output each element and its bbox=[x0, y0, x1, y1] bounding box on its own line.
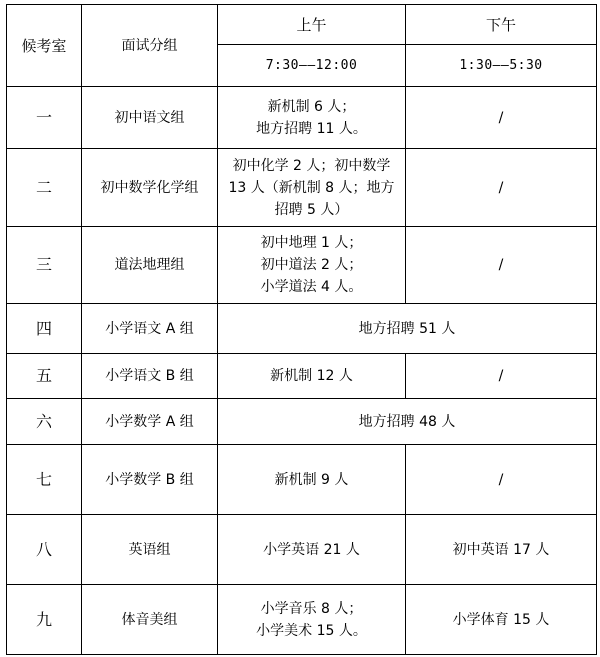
full-day-cell: 地方招聘 48 人 bbox=[218, 399, 597, 445]
am-line: 小学道法 4 人。 bbox=[260, 279, 363, 295]
pm-cell: / bbox=[406, 87, 597, 149]
am-cell bbox=[218, 149, 406, 227]
am-line: 初中化学 2 人；初中数学 bbox=[232, 157, 391, 174]
group-cell: 小学语文 B 组 bbox=[82, 354, 218, 399]
room-cell: 三 bbox=[7, 227, 82, 304]
pm-cell: / bbox=[406, 227, 597, 304]
am-line: 新机制 6 人； bbox=[267, 98, 356, 115]
am-cell bbox=[218, 585, 406, 655]
pm-cell: 初中英语 17 人 bbox=[406, 515, 597, 585]
pm-cell: 小学体育 15 人 bbox=[406, 585, 597, 655]
pm-cell: / bbox=[406, 149, 597, 227]
am-line: 地方招聘 11 人。 bbox=[256, 120, 367, 137]
header-row bbox=[7, 5, 597, 45]
header-room: 候考室 bbox=[7, 5, 82, 87]
pm-cell: / bbox=[406, 445, 597, 515]
group-cell: 小学数学 B 组 bbox=[82, 445, 218, 515]
room-cell: 七 bbox=[7, 445, 82, 515]
room-cell: 六 bbox=[7, 399, 82, 445]
table-row bbox=[7, 304, 597, 354]
group-cell: 初中数学化学组 bbox=[82, 149, 218, 227]
table-row bbox=[7, 354, 597, 399]
am-line: 初中道法 2 人； bbox=[260, 257, 363, 273]
group-cell: 英语组 bbox=[82, 515, 218, 585]
group-cell: 道法地理组 bbox=[82, 227, 218, 304]
group-cell: 小学数学 A 组 bbox=[82, 399, 218, 445]
am-time: 7:30——12:00 bbox=[218, 45, 406, 87]
table-row bbox=[7, 399, 597, 445]
am-cell: 新机制 12 人 bbox=[218, 354, 406, 399]
group-cell: 体音美组 bbox=[82, 585, 218, 655]
header-am: 上午 bbox=[218, 5, 406, 45]
schedule-table bbox=[6, 4, 597, 655]
room-cell: 四 bbox=[7, 304, 82, 354]
table-row bbox=[7, 227, 597, 304]
group-cell: 小学语文 A 组 bbox=[82, 304, 218, 354]
group-cell: 初中语文组 bbox=[82, 87, 218, 149]
header-pm: 下午 bbox=[406, 5, 597, 45]
pm-time: 1:30——5:30 bbox=[406, 45, 597, 87]
am-line: 小学美术 15 人。 bbox=[256, 622, 367, 639]
room-cell: 二 bbox=[7, 149, 82, 227]
am-cell bbox=[218, 227, 406, 304]
am-line: 13 人（新机制 8 人；地方 bbox=[228, 179, 395, 196]
room-cell: 九 bbox=[7, 585, 82, 655]
full-day-cell: 地方招聘 51 人 bbox=[218, 304, 597, 354]
table-row bbox=[7, 87, 597, 149]
am-line: 招聘 5 人） bbox=[274, 201, 349, 218]
table-row bbox=[7, 515, 597, 585]
table-row bbox=[7, 445, 597, 515]
pm-cell: / bbox=[406, 354, 597, 399]
am-cell bbox=[218, 87, 406, 149]
am-line: 初中地理 1 人； bbox=[260, 235, 363, 251]
table-row bbox=[7, 585, 597, 655]
room-cell: 八 bbox=[7, 515, 82, 585]
header-group: 面试分组 bbox=[82, 5, 218, 87]
room-cell: 五 bbox=[7, 354, 82, 399]
am-line: 小学音乐 8 人； bbox=[260, 600, 363, 617]
room-cell: 一 bbox=[7, 87, 82, 149]
am-cell: 新机制 9 人 bbox=[218, 445, 406, 515]
table-row bbox=[7, 149, 597, 227]
am-cell: 小学英语 21 人 bbox=[218, 515, 406, 585]
